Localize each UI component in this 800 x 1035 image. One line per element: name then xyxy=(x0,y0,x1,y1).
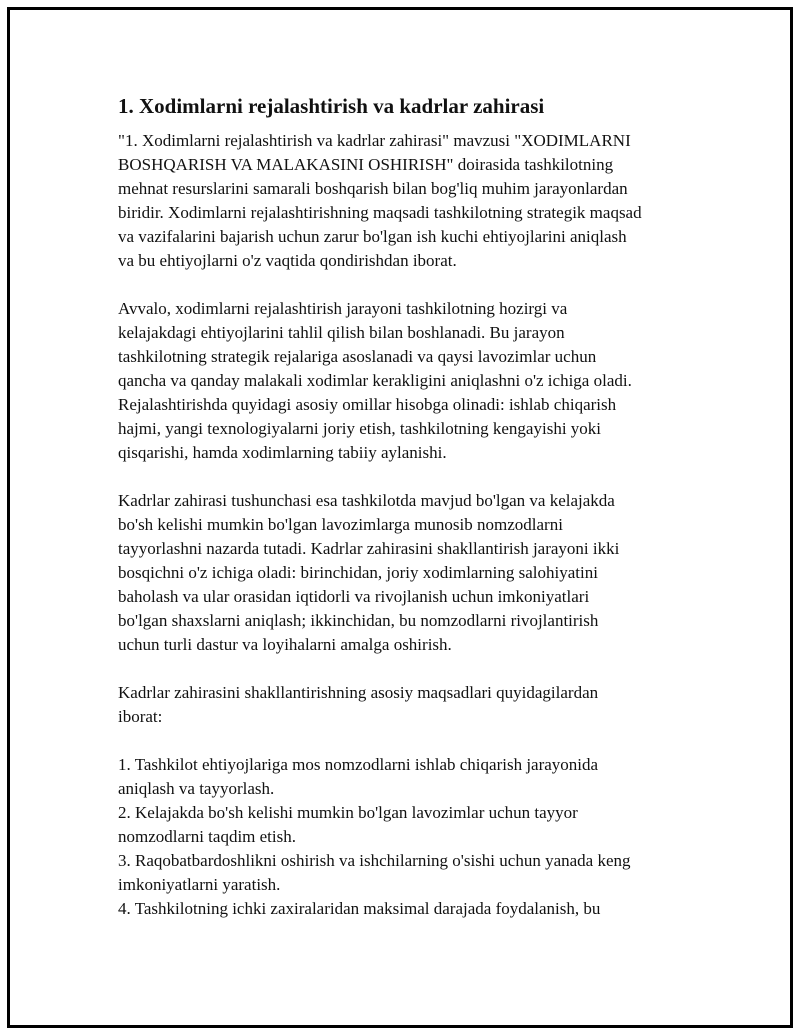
paragraph-intro: "1. Xodimlarni rejalashtirish va kadrlar zahirasi" mavzusi "XODIMLARNI BOSHQARISH VA MALAKASINI OSHIRISH" doirasida tashkilotning mehnat resurslarini samarali boshqarish bilan bog'liq muhim jarayonlardan biridir. Xodimlarni rejalashtirishning maqsadi tashkilotning strategik maqsad va vazifalarini bajarish uchun zarur bo'lgan ish kuchi ehtiyojlarini aniqlash va bu ehtiyojlarni o'z vaqtida qondirishdan iborat. xyxy=(118,131,642,270)
paragraph-reserve: Kadrlar zahirasi tushunchasi esa tashkilotda mavjud bo'lgan va kelajakda bo'sh kelishi mumkin bo'lgan lavozimlarga munosib nomzodlarni tayyorlashni nazarda tutadi. Kadrlar zahirasini shakllantirish jarayoni ikki bosqichni o'z ichiga oladi: birinchidan, joriy xodimlarning salohiyatini baholash va ular orasidan iqtidorli va rivojlanish uchun imkoniyatlari bo'lgan shaxslarni aniqlash; ikkinchidan, bu nomzodlarni rivojlantirish uchun turli dastur va loyihalarni amalga oshirish. xyxy=(118,491,620,654)
document-title: 1. Xodimlarni rejalashtirish va kadrlar zahirasi xyxy=(118,94,545,118)
paragraph-spacer xyxy=(118,273,718,297)
goals-list: 1. Tashkilot ehtiyojlariga mos nomzodlarni ishlab chiqarish jarayonida aniqlash va tayyorlash. 2. Kelajakda bo'sh kelishi mumkin bo'lgan lavozimlar uchun tayyor nomzodlarni taqdim etish. 3. Raqobatbardoshlikni oshirish va ishchilarning o'sishi uchun yanada keng imkoniyatlarni yaratish. 4. Tashkilotning ichki zaxiralaridan maksimal darajada foydalanish, bu xyxy=(118,755,631,918)
paragraph-planning: Avvalo, xodimlarni rejalashtirish jarayoni tashkilotning hozirgi va kelajakdagi ehtiyojlarini tahlil qilish bilan boshlanadi. Bu jarayon tashkilotning strategik rejalariga asoslanadi va qaysi lavozimlar uchun qancha va qanday malakali xodimlar kerakligini aniqlashni o'z ichiga oladi. Rejalashtirishda quyidagi asosiy omillar hisobga olinadi: ishlab chiqarish hajmi, yangi texnologiyalarni joriy etish, tashkilotning kengayishi yoki qisqarishi, hamda xodimlarning tabiiy aylanishi. xyxy=(118,299,632,462)
paragraph-spacer xyxy=(118,465,718,489)
document-body xyxy=(118,92,718,921)
paragraph-goals-intro: Kadrlar zahirasini shakllantirishning asosiy maqsadlari quyidagilardan iborat: xyxy=(118,683,599,726)
paragraph-spacer xyxy=(118,729,718,753)
paragraph-spacer xyxy=(118,657,718,681)
